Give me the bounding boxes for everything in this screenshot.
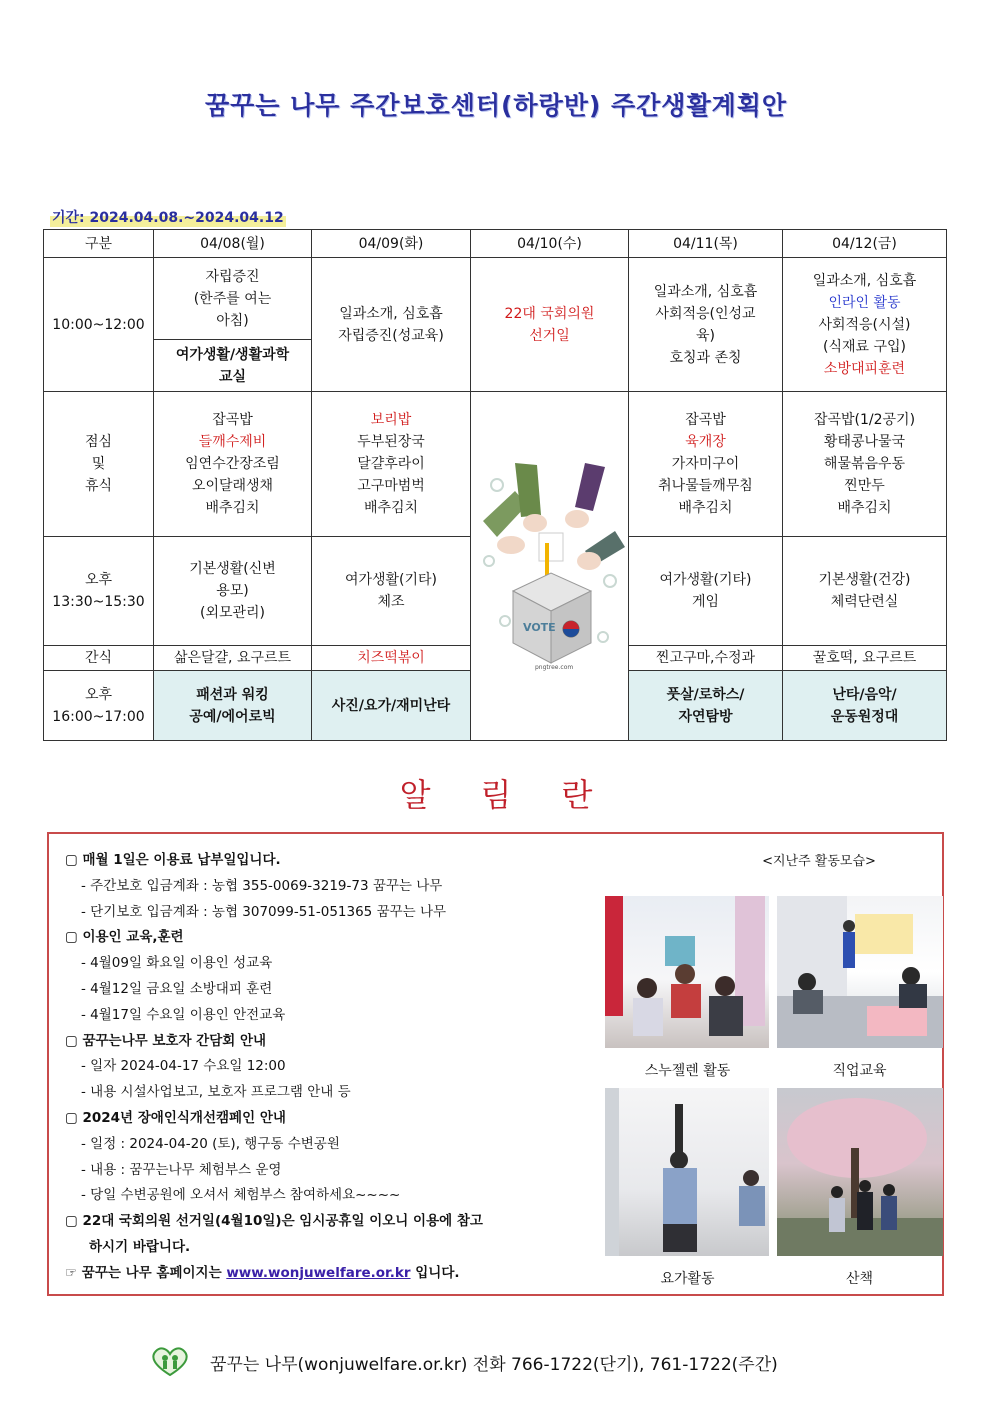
notice-line: - 내용 : 꿈꾸는나무 체험부스 운영	[81, 1161, 282, 1178]
notice-lines	[65, 848, 605, 1287]
cell-thu-snack: 찐고구마,수정과	[629, 646, 783, 671]
cell-line: 잡곡밥	[685, 412, 726, 428]
cell-line: 달걀후라이	[357, 456, 425, 472]
vocational-photo-icon	[777, 896, 943, 1048]
notice-line: - 주간보호 입금계좌 : 농협 355-0069-3219-73 꿈꾸는 나무	[81, 877, 443, 894]
cell-line: 여가생활/생활과학	[175, 346, 290, 363]
notice-box	[47, 832, 944, 1296]
cell-line: 잡곡밥(1/2공기)	[813, 412, 916, 428]
notice-line: - 당일 수변공원에 오셔서 체험부스 참여하세요~~~~	[81, 1187, 401, 1204]
cell-thu-morning	[629, 258, 783, 392]
cell-line: 고구마범벅	[357, 478, 425, 494]
cell-tue-afternoon2: 사진/요가/재미난타	[312, 671, 471, 741]
cell-line: 인라인 활동	[828, 294, 901, 311]
notice-line: ▢ 꿈꾸는나무 보호자 간담회 안내	[65, 1032, 267, 1049]
row-label-afternoon1	[44, 537, 154, 646]
caption-snoezelen: 스누젤렌 활동	[644, 1063, 731, 1079]
cell-line: 배추김치	[363, 500, 419, 516]
photo-walk	[777, 1088, 943, 1256]
caption-vocational: 직업교육	[832, 1063, 887, 1079]
cell-thu-afternoon2	[629, 671, 783, 741]
photos-title: <지난주 활동모습>	[762, 854, 876, 869]
cell-line: 기본생활(건강)	[818, 572, 911, 588]
homepage-suffix: 입니다.	[415, 1264, 460, 1281]
cell-mon-snack: 삶은달걀, 요구르트	[154, 646, 312, 671]
homepage-link[interactable]: www.wonjuwelfare.or.kr	[226, 1264, 411, 1281]
cell-line: 22대 국회의원	[504, 305, 595, 322]
cell-fri-snack: 꿀호떡, 요구르트	[783, 646, 947, 671]
cell-fri-lunch	[783, 392, 947, 537]
cell-tue-lunch	[312, 392, 471, 537]
cell-line: 잡곡밥	[212, 412, 253, 428]
cell-mon-lunch	[154, 392, 312, 537]
cell-wed-morning	[471, 258, 629, 392]
vote-illustration	[471, 392, 629, 741]
cell-line: 육개장	[685, 434, 726, 450]
homepage-line	[65, 1261, 605, 1287]
cell-line: 오후	[84, 572, 113, 588]
notice-line: 하시기 바랍니다.	[89, 1238, 191, 1255]
cell-line: 배추김치	[678, 500, 733, 516]
cell-mon-afternoon2	[154, 671, 312, 741]
photo-snoezelen	[605, 896, 769, 1048]
period-label: 기간: 2024.04.08.~2024.04.12	[50, 207, 286, 227]
row-label-snack: 간식	[44, 646, 154, 671]
cell-tue-morning	[312, 258, 471, 392]
notice-line: - 일자 2024-04-17 수요일 12:00	[81, 1058, 286, 1075]
cell-mon-morning-bottom	[154, 340, 312, 392]
yoga-photo-icon	[605, 1088, 769, 1256]
cell-line: 찐만두	[844, 478, 885, 494]
notice-line: ▢ 매월 1일은 이용료 납부일입니다.	[65, 852, 281, 868]
image-credit: pngtree.com	[534, 664, 573, 671]
footer-text: 꿈꾸는 나무(wonjuwelfare.or.kr) 전화 766-1722(단기), 761-1722(주간)	[210, 1354, 778, 1375]
footer	[150, 1345, 850, 1379]
header-cell: 구분	[44, 230, 154, 258]
cell-line: 사회적응(인성교	[655, 305, 756, 322]
notice-heading: 알림란	[399, 776, 643, 814]
header-cell: 04/10(수)	[471, 230, 629, 258]
cell-line: (식재료 구입)	[823, 338, 906, 355]
cell-line: 일과소개, 심호흡	[339, 305, 443, 322]
cell-mon-morning-top	[154, 258, 312, 340]
header-cell: 04/09(화)	[312, 230, 471, 258]
cell-line: 배추김치	[837, 500, 892, 516]
cell-line: 아침)	[216, 312, 249, 329]
cell-line: 선거일	[529, 327, 570, 344]
cell-line: 사회적응(시설)	[818, 316, 911, 333]
photo-yoga	[605, 1088, 769, 1256]
cell-line: 육)	[696, 327, 715, 344]
vote-label: VOTE	[522, 621, 556, 634]
table-row-lunch	[44, 392, 947, 537]
caption-walk: 산책	[845, 1271, 874, 1287]
cell-line: 소방대피훈련	[823, 360, 906, 377]
row-label-morning: 10:00~12:00	[44, 258, 154, 392]
walk-photo-icon	[777, 1088, 943, 1256]
notice-line: ▢ 2024년 장애인식개선캠페인 안내	[65, 1109, 286, 1126]
cell-line: 운동원정대	[830, 708, 899, 725]
cell-line: 풋살/로하스/	[666, 686, 745, 703]
cell-line: 오이달래생채	[191, 478, 274, 494]
cell-line: 교실	[218, 368, 247, 385]
notice-line: ▢ 22대 국회의원 선거일(4월10일)은 임시공휴일 이오니 이용에 참고	[65, 1213, 483, 1230]
cell-line: 13:30~15:30	[52, 594, 145, 610]
table-header-row	[44, 230, 947, 258]
cell-line: (한주를 여는	[193, 290, 272, 307]
cell-line: 두부된장국	[357, 434, 425, 450]
homepage-prefix: ☞ 꿈꾸는 나무 홈페이지는	[65, 1264, 227, 1281]
cell-fri-morning	[783, 258, 947, 392]
row-label-lunch	[44, 392, 154, 537]
notice-line: - 4월12일 금요일 소방대피 훈련	[81, 980, 273, 997]
vote-ballot-box-icon	[475, 461, 625, 671]
cell-line: 여가생활(기타)	[344, 572, 438, 588]
notice-line: - 일정 : 2024-04-20 (토), 행구동 수변공원	[81, 1135, 340, 1152]
photo-vocational	[777, 896, 943, 1048]
cell-fri-afternoon2	[783, 671, 947, 741]
cell-thu-lunch	[629, 392, 783, 537]
cell-line: 자립증진(성교육)	[338, 327, 444, 344]
cell-line: 체력단련실	[830, 594, 899, 610]
cell-line: 자립증진	[205, 268, 260, 285]
cell-line: 패션과 워킹	[196, 686, 269, 703]
cell-line: 휴식	[84, 478, 113, 494]
cell-thu-afternoon1	[629, 537, 783, 646]
cell-line: 보리밥	[370, 412, 412, 428]
cell-line: (외모관리)	[199, 605, 266, 621]
cell-tue-snack: 치즈떡볶이	[312, 646, 471, 671]
cell-line: 가자미구이	[671, 456, 740, 472]
cell-line: 취나물들깨무침	[658, 478, 753, 494]
cell-mon-afternoon1	[154, 537, 312, 646]
cell-line: 들깨수제비	[198, 434, 267, 450]
notice-line: - 4월17일 수요일 이용인 안전교육	[81, 1006, 286, 1023]
cell-fri-afternoon1	[783, 537, 947, 646]
cell-line: 황태콩나물국	[823, 434, 906, 450]
cell-line: 용모)	[216, 583, 249, 599]
cell-line: 오후	[84, 686, 113, 703]
cell-line: 해물볶음우동	[823, 456, 906, 472]
cell-line: 공예/에어로빅	[189, 708, 276, 725]
header-cell: 04/12(금)	[783, 230, 947, 258]
notice-line: - 단기보호 입금계좌 : 농협 307099-51-051365 꿈꾸는 나무	[81, 903, 447, 920]
notice-line: - 내용 시설사업보고, 보호자 프로그램 안내 등	[81, 1084, 351, 1101]
cell-line: 체조	[377, 594, 405, 610]
cell-line: 기본생활(신변	[189, 561, 276, 577]
notice-line: ▢ 이용인 교육,훈련	[65, 929, 184, 946]
page-title: 꿈꾸는 나무 주간보호센터(하랑반) 주간생활계획안	[204, 91, 788, 120]
header-cell: 04/08(월)	[154, 230, 312, 258]
notice-line: - 4월09일 화요일 이용인 성교육	[81, 955, 273, 972]
cell-line: 게임	[691, 594, 720, 610]
cell-line: 여가생활(기타)	[659, 572, 752, 588]
table-row-morning	[44, 258, 947, 340]
cell-line: 16:00~17:00	[52, 708, 145, 725]
cell-line: 일과소개, 심호흡	[653, 283, 758, 300]
cell-line: 점심	[84, 434, 113, 450]
cell-line: 임연수간장조림	[185, 456, 280, 472]
cell-line: 배추김치	[205, 500, 260, 516]
snoezelen-photo-icon	[605, 896, 769, 1048]
heart-logo-icon	[150, 1347, 190, 1377]
row-label-afternoon2	[44, 671, 154, 741]
cell-line: 난타/음악/	[832, 686, 897, 703]
cell-tue-afternoon1	[312, 537, 471, 646]
caption-yoga: 요가활동	[660, 1271, 715, 1287]
schedule-table	[43, 229, 947, 741]
header-cell: 04/11(목)	[629, 230, 783, 258]
cell-line: 및	[91, 456, 106, 472]
cell-line: 자연탐방	[678, 708, 733, 725]
cell-line: 일과소개, 심호흡	[812, 272, 917, 289]
cell-line: 호칭과 존칭	[669, 349, 742, 366]
